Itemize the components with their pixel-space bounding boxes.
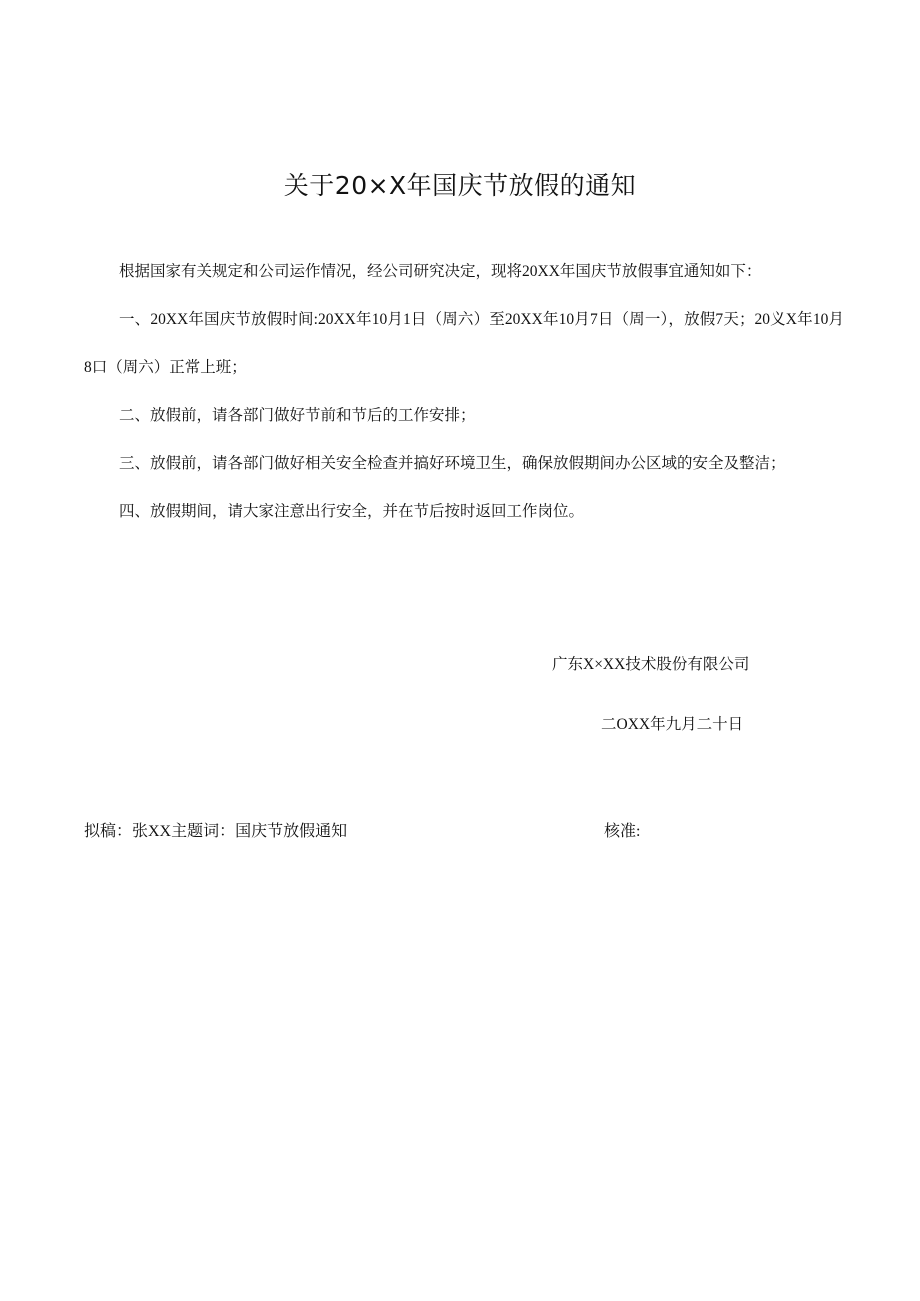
approval-label: 核准: xyxy=(604,823,641,840)
paragraph-item-4: 四、放假期间，请大家注意出行安全，并在节后按时返回工作岗位。 xyxy=(119,503,585,520)
company-name: 广东X×XX技术股份有限公司 xyxy=(552,656,750,673)
document-body xyxy=(84,248,844,536)
document-title: 关于20×X年国庆节放假的通知 xyxy=(283,171,637,200)
issue-date: 二OXX年九月二十日 xyxy=(601,716,744,733)
drafter-line: 拟稿：张XX主题词：国庆节放假通知 xyxy=(84,823,348,840)
paragraph-item-1: 一、20XX年国庆节放假时间:20XX年10月1日（周六）至20XX年10月7日（周一），放假7天；20义X年10月8口（周六）正常上班； xyxy=(84,311,844,376)
paragraph-item-3: 三、放假前，请各部门做好相关安全检查并搞好环境卫生，确保放假期间办公区域的安全及整洁； xyxy=(119,455,786,472)
paragraph-item-2: 二、放假前，请各部门做好节前和节后的工作安排； xyxy=(119,407,476,424)
paragraph-intro: 根据国家有关规定和公司运作情况，经公司研究决定，现将20XX年国庆节放假事宜通知如下： xyxy=(119,263,762,280)
